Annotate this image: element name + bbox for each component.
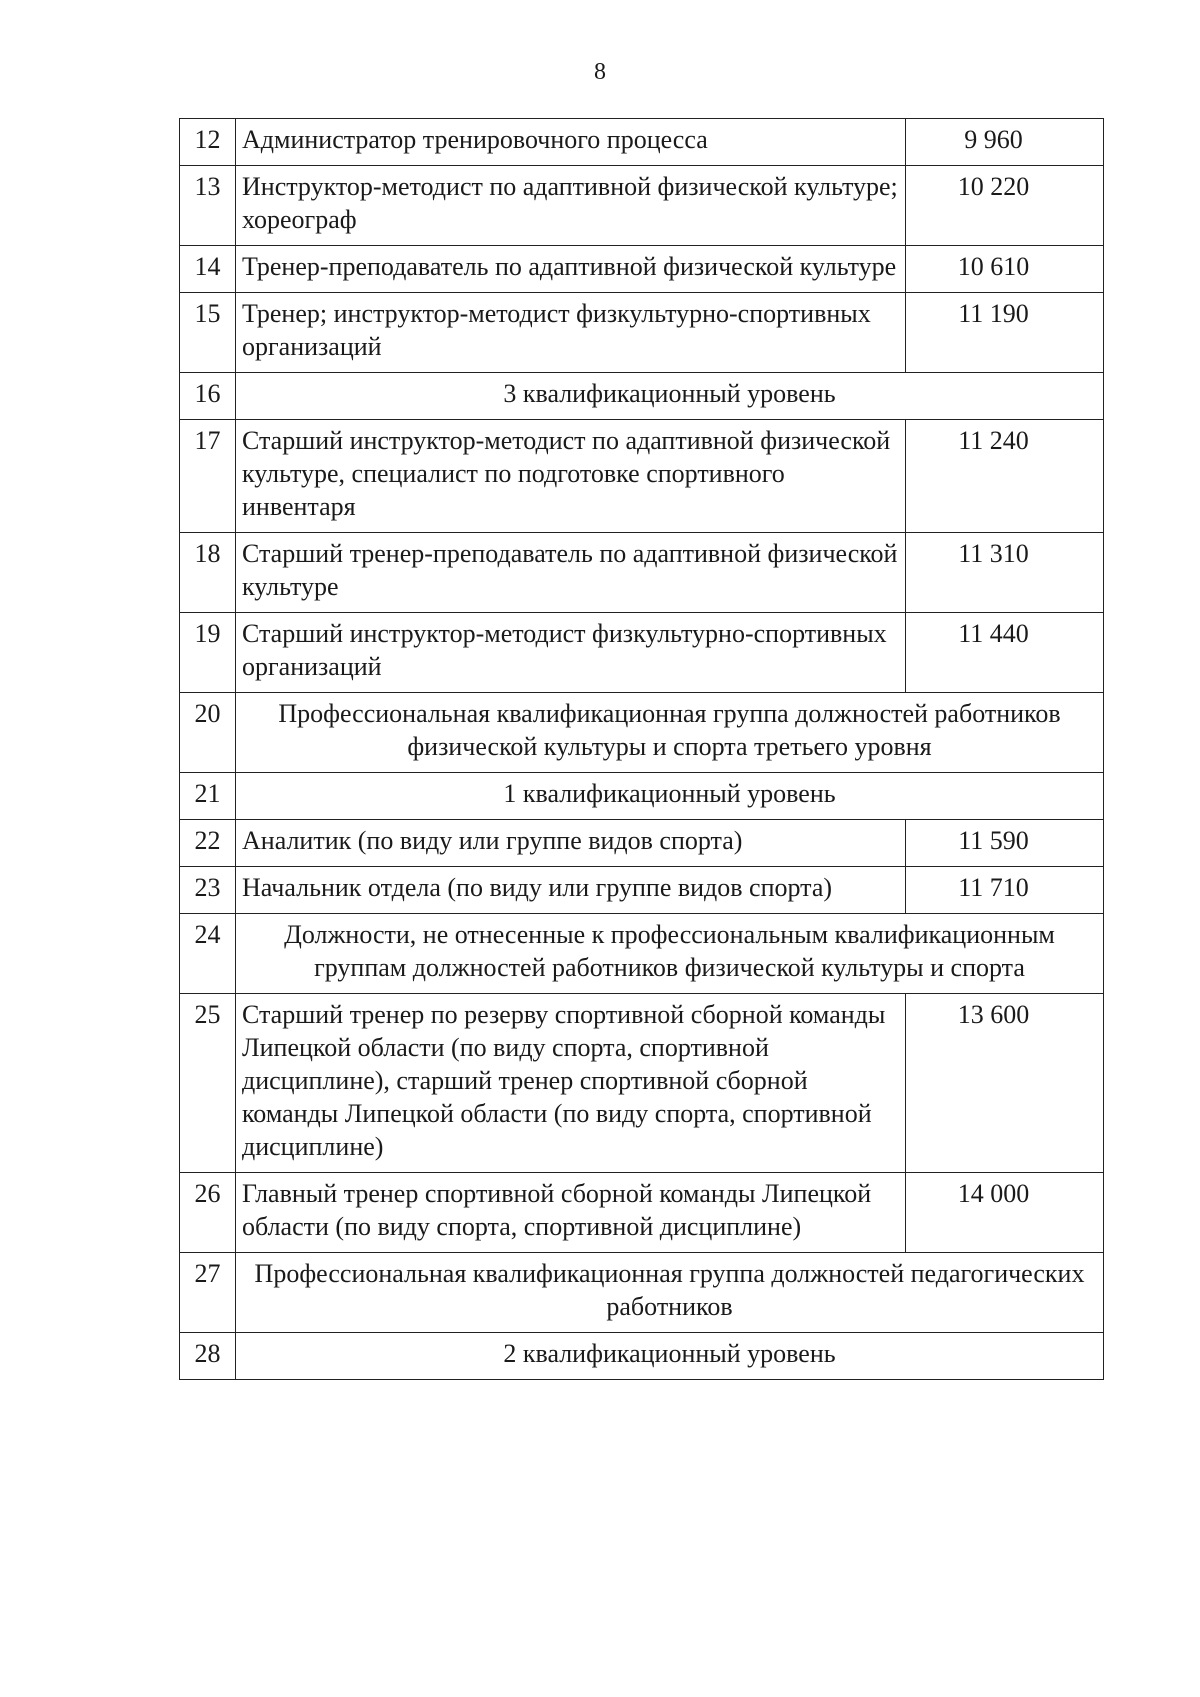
salary-value: 14 000 — [906, 1173, 1104, 1253]
table-row — [180, 533, 1104, 613]
position-name: Главный тренер спортивной сборной команды Липецкой области (по виду спорта, спортивной дисциплине) — [236, 1173, 906, 1253]
row-number: 19 — [180, 613, 236, 693]
salary-value: 11 590 — [906, 820, 1104, 867]
row-number: 27 — [180, 1253, 236, 1333]
row-number: 20 — [180, 693, 236, 773]
salary-value: 10 220 — [906, 166, 1104, 246]
group-heading: Профессиональная квалификационная группа должностей работников физической культуры и спорта третьего уровня — [236, 693, 1104, 773]
table-row-heading — [180, 914, 1104, 994]
row-number: 18 — [180, 533, 236, 613]
table-row — [180, 246, 1104, 293]
salary-value: 9 960 — [906, 119, 1104, 166]
row-number: 14 — [180, 246, 236, 293]
row-number: 23 — [180, 867, 236, 914]
position-name: Тренер-преподаватель по адаптивной физической культуре — [236, 246, 906, 293]
table-row — [180, 420, 1104, 533]
table-row-heading — [180, 1253, 1104, 1333]
salary-value: 13 600 — [906, 994, 1104, 1173]
table-row-heading — [180, 773, 1104, 820]
group-heading: 2 квалификационный уровень — [236, 1333, 1104, 1380]
table-row — [180, 1173, 1104, 1253]
table-row — [180, 820, 1104, 867]
row-number: 22 — [180, 820, 236, 867]
row-number: 15 — [180, 293, 236, 373]
page-number: 8 — [594, 59, 606, 85]
position-name: Старший инструктор-методист физкультурно-спортивных организаций — [236, 613, 906, 693]
salary-value: 11 440 — [906, 613, 1104, 693]
group-heading: Профессиональная квалификационная группа должностей педагогических работников — [236, 1253, 1104, 1333]
position-name: Старший тренер по резерву спортивной сборной команды Липецкой области (по виду спорта, спортивной дисциплине), старший тренер спортивной сборной команды Липецкой области (по виду спорта, спортивной дисциплине) — [236, 994, 906, 1173]
group-heading: 3 квалификационный уровень — [236, 373, 1104, 420]
position-name: Начальник отдела (по виду или группе видов спорта) — [236, 867, 906, 914]
salary-value: 11 190 — [906, 293, 1104, 373]
position-name: Аналитик (по виду или группе видов спорта) — [236, 820, 906, 867]
salary-value: 10 610 — [906, 246, 1104, 293]
salary-value: 11 310 — [906, 533, 1104, 613]
salary-value: 11 710 — [906, 867, 1104, 914]
row-number: 26 — [180, 1173, 236, 1253]
table-row — [180, 166, 1104, 246]
salary-value: 11 240 — [906, 420, 1104, 533]
table-row — [180, 613, 1104, 693]
position-name: Старший тренер-преподаватель по адаптивной физической культуре — [236, 533, 906, 613]
row-number: 25 — [180, 994, 236, 1173]
position-name: Администратор тренировочного процесса — [236, 119, 906, 166]
table-row-heading — [180, 373, 1104, 420]
table-row — [180, 119, 1104, 166]
table-row-heading — [180, 693, 1104, 773]
position-name: Инструктор-методист по адаптивной физической культуре; хореограф — [236, 166, 906, 246]
table-row-heading — [180, 1333, 1104, 1380]
row-number: 12 — [180, 119, 236, 166]
table-row — [180, 293, 1104, 373]
salary-table — [179, 118, 1104, 1380]
row-number: 17 — [180, 420, 236, 533]
group-heading: Должности, не отнесенные к профессиональным квалификационным группам должностей работников физической культуры и спорта — [236, 914, 1104, 994]
table-row — [180, 867, 1104, 914]
table-row — [180, 994, 1104, 1173]
position-name: Тренер; инструктор-методист физкультурно-спортивных организаций — [236, 293, 906, 373]
row-number: 24 — [180, 914, 236, 994]
row-number: 21 — [180, 773, 236, 820]
row-number: 16 — [180, 373, 236, 420]
row-number: 13 — [180, 166, 236, 246]
position-name: Старший инструктор-методист по адаптивной физической культуре, специалист по подготовке спортивного инвентаря — [236, 420, 906, 533]
group-heading: 1 квалификационный уровень — [236, 773, 1104, 820]
row-number: 28 — [180, 1333, 236, 1380]
